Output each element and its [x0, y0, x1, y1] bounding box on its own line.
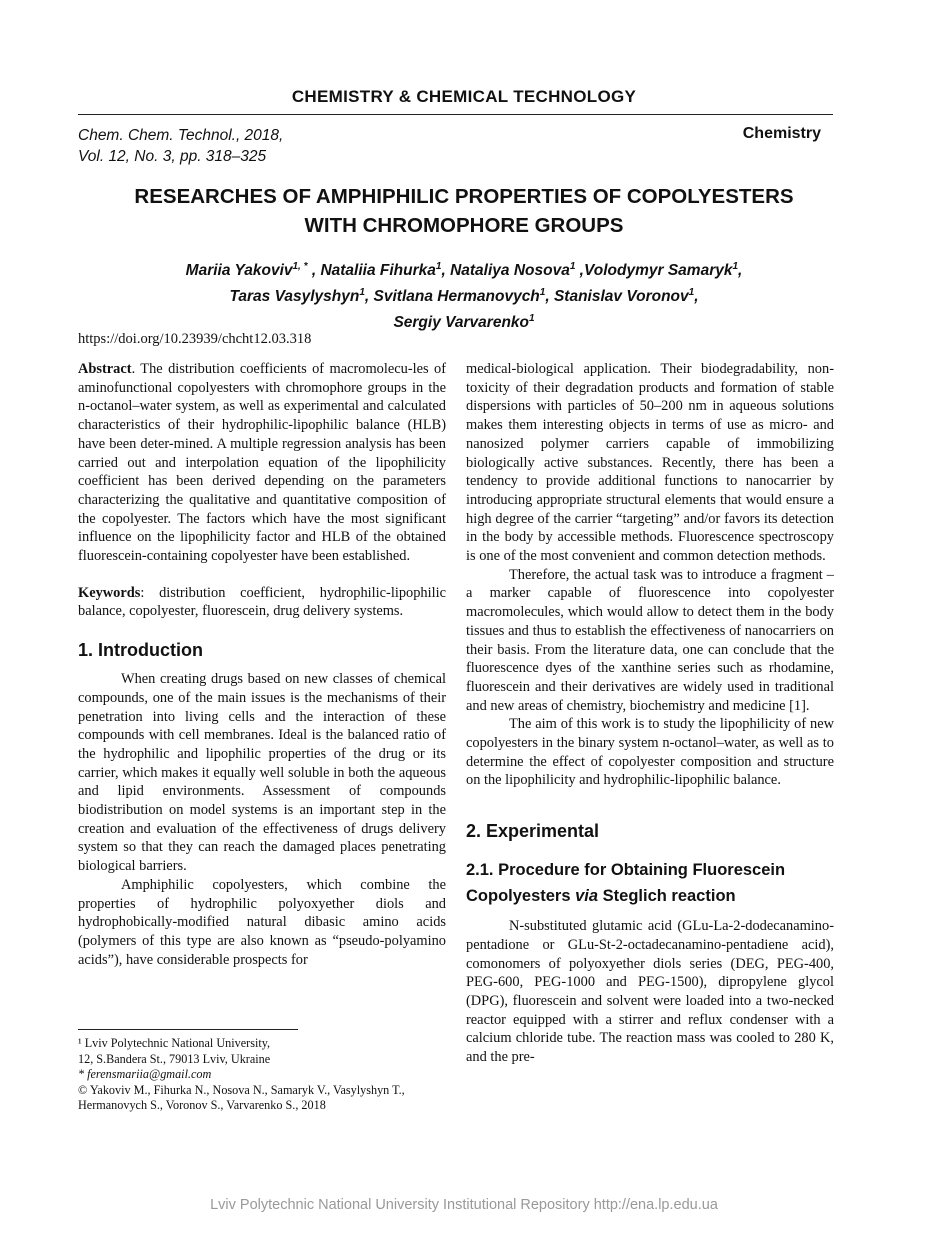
author-separator: , — [364, 288, 374, 306]
author-name: Nataliia Fihurka — [320, 262, 436, 280]
keywords-text: : distribution coefficient, hydrophilic-lipophilic balance, copolyester, fluorescein, drug delivery systems. — [78, 584, 446, 620]
abstract-label: Abstract — [78, 361, 132, 377]
author-separator: , — [545, 288, 554, 306]
intro-paragraph-4: The aim of this work is to study the lipophilicity of new copolyesters in the binary system n-octanol–water, as well as to determine the effect of copolyester composition and structure on the lipophilicity and hydrophilic-lipophilic balance. — [466, 716, 834, 789]
doi-link[interactable]: https://doi.org/10.23939/chcht12.03.318 — [78, 331, 312, 347]
abstract-text: . The distribution coefficients of macromolecu-les of aminofunctional copolyesters with chromophore groups in the n-octanol–water system, as well as experimental and calculated characteristics of their hydrophilic-lipophilic balance (HLB) have been deter-mined. A multiple regression analysis has been carried out and interpolation equation of the lipophilicity coefficient has been derived depending on the parameters characterizing the qualitative and quantitative composition of the copolyester. The factors which have the most significant influence on the lipophilicity factor and HLB of the obtained fluorescein-containing copolyester have been established. — [78, 361, 446, 565]
experimental-paragraph-1: N-substituted glutamic acid (GLu-La-2-dodecanamino-pentadione or GLu-St-2-octadecanamino-pentadiene acid), comonomers of polyoxyether diols series (DEG, PEG-400, PEG-600, PEG-1000 and PEG-1500), dipropylene glycol (DPG), fluorescein and solvent were loaded into a two-necked reactor equipped with a stirrer and reflux condenser with a calcium chloride tube. The reaction mass was cooled to 280 K, and the pre- — [466, 918, 834, 1066]
author-name: Volodymyr Samaryk — [584, 262, 733, 280]
keywords — [78, 584, 446, 621]
intro-paragraph-continued: medical-biological application. Their biodegradability, non-toxicity of their degradation products and formation of stable dispersions with particles of 50–200 nm in aqueous solutions makes them interesting objects in terms of use as micro- and nanosized polymer carriers capable of immobilizing biologically active substances. Recently, there has been a tendency to provide additional functions to nanocarrier by introducing appropriate structural elements that would ensure a high degree of the carrier “targeting” and/or favors its detection in the body by accessible methods. Fluorescence spectroscopy is one of the most convenient and common detection methods. — [466, 361, 834, 565]
intro-paragraph-2: Amphiphilic copolyesters, which combine the properties of hydrophilic polyoxyether diols and hydrophobically-modified natural dibasic amino acids (polymers of this type are also known as “pseudo-polyamino acids”), have considerable prospects for — [78, 876, 446, 968]
citation — [78, 125, 283, 167]
subsection-heading-italic: via — [575, 887, 599, 906]
author-name: Stanislav Voronov — [553, 288, 689, 306]
intro-paragraph-1: When creating drugs based on new classes of chemical compounds, one of the main issues is the mechanisms of their penetration into living cells and the interaction of these compounds with cell membranes. Ideal is the balanced ratio of the hydrophilic and lipophilic properties of the drug or its carrier, which makes it equally well soluble in both the aqueous and lipid environments. Assessment of compounds biodistribution on model systems is an important step in the creation and evaluation of the effectiveness of drugs delivery system so that they can reach the damaged places penetrating biological barriers. — [78, 671, 446, 875]
footnote-rule — [78, 1029, 298, 1030]
footnote-email: * ferensmariia@gmail.com — [78, 1067, 212, 1082]
citation-line-2: Vol. 12, No. 3, pp. 318–325 — [78, 148, 267, 165]
author-separator: , — [738, 262, 743, 280]
author-name: Sergiy Varvarenko — [393, 314, 529, 332]
footnote-copyright-1: © Yakoviv M., Fihurka N., Nosova N., Samaryk V., Vasylyshyn T., — [78, 1082, 405, 1097]
author-separator: , — [307, 262, 321, 280]
author-affiliation-mark: 1 — [732, 261, 739, 272]
experimental-heading: 2. Experimental — [466, 821, 600, 842]
author-separator: , — [575, 262, 584, 280]
author-affiliation-mark: 1 — [529, 313, 535, 325]
author-affiliation-mark: 1 — [569, 261, 576, 272]
author-name: Nataliya Nosova — [450, 262, 570, 280]
author-affiliation-mark: 1, * — [292, 261, 308, 272]
repository-footer: Lviv Polytechnic National University Institutional Repository http://ena.lp.edu.ua — [210, 1197, 718, 1213]
footnotes — [78, 1036, 458, 1114]
intro-paragraph-3: Therefore, the actual task was to introduce a fragment – a marker capable of fluorescence into copolyester macromolecules, which would allow to detect them in the body tissues and thus to establish the effectiveness of nanocarriers on their basis. From the literature data, one can conclude that the fluorescence dyes of the xanthine series such as rhodamine, fluorescein and their derivatives are widely used in traditional and new areas of chemistry, biochemistry and medicine [1]. — [466, 566, 834, 714]
journal-header: CHEMISTRY & CHEMICAL TECHNOLOGY — [291, 87, 637, 106]
author-affiliation-mark: 1 — [435, 261, 442, 272]
author-name: Taras Vasylyshyn — [229, 288, 360, 306]
author-separator: , — [694, 288, 699, 306]
subsection-heading-part-1: 2.1. Procedure for Obtaining Fluorescein Copolyesters — [466, 861, 786, 906]
footnote-affiliation-1: ¹ Lviv Polytechnic National University, — [78, 1036, 271, 1050]
author-affiliation-mark: 1 — [359, 287, 365, 299]
footnote-copyright-2: Hermanovych S., Voronov S., Varvarenko S., 2018 — [78, 1098, 326, 1113]
author-separator: , — [441, 262, 451, 280]
author-name: Mariia Yakoviv — [185, 262, 293, 280]
left-column — [78, 360, 446, 969]
citation-line-1: Chem. Chem. Technol., 2018, — [78, 127, 284, 144]
header-rule — [78, 114, 833, 115]
right-column — [466, 360, 834, 1067]
subsection-heading-part-2: Steglich reaction — [598, 887, 736, 906]
subsection-heading — [466, 857, 834, 909]
title-line-1: RESEARCHES OF AMPHIPHILIC PROPERTIES OF COPOLYESTERS — [134, 185, 794, 208]
keywords-label: Keywords — [78, 584, 141, 601]
paper-title — [60, 182, 868, 240]
footnote-affiliation-2: 12, S.Bandera St., 79013 Lviv, Ukraine — [78, 1051, 271, 1066]
intro-heading: 1. Introduction — [78, 640, 203, 661]
author-list — [80, 256, 848, 334]
author-affiliation-mark: 1 — [539, 287, 546, 299]
section-label: Chemistry — [742, 125, 821, 142]
author-affiliation-mark: 1 — [688, 287, 695, 299]
abstract — [78, 360, 446, 566]
author-name: Svitlana Hermanovych — [373, 288, 540, 306]
title-line-2: WITH CHROMOPHORE GROUPS — [304, 214, 624, 237]
